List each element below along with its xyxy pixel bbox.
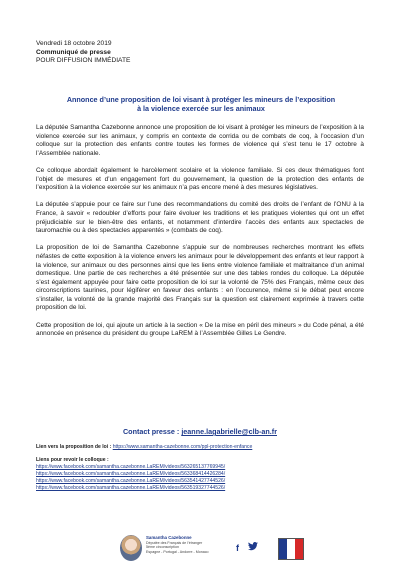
colloque-links-label: Liens pour revoir le colloque : <box>36 457 109 463</box>
title-line-2: à la violence exercée sur les animaux <box>137 104 265 114</box>
release-title <box>50 95 352 113</box>
contact-email-link[interactable]: jeanne.lagabrielle@clb-an.fr <box>181 427 277 436</box>
twitter-icon[interactable] <box>248 542 258 553</box>
video-link[interactable]: https://www.facebook.com/samantha.cazebonne.LaREM/videos/563519327744526/ <box>36 485 226 491</box>
proposal-link-label: Lien vers la proposition de loi : <box>36 444 113 450</box>
title-line-1: Annonce d’une proposition de loi visant à protéger les mineurs de l’exposition <box>66 95 336 104</box>
deputy-role: Députée des Français de l’étranger <box>146 540 203 545</box>
links-section <box>36 444 252 492</box>
paragraph: Ce colloque abordait également le harcèlement scolaire et la violence familiale. Si ces deux thématiques font l’objet de mesures et d’un engagement fort du gouvernement, la question de la protection des enfants de l’exposition à la violence exercée sur les animaux n’a pas encore mené à des mesures législatives. <box>36 166 364 192</box>
release-date: Vendredi 18 octobre 2019 <box>36 40 112 47</box>
assemblee-nationale-logo <box>278 538 304 560</box>
deputy-name: Samantha Cazebonne <box>146 535 192 540</box>
paragraph: La députée Samantha Cazebonne annonce une proposition de loi visant à protéger les mineurs de l’exposition à la violence exercée sur les animaux, y compris en contexte de corrida ou de combats de coq, à l’occasion d’un colloque sur la protection des enfants contre toutes les formes de violence qui s’est tenu le 17 octobre à l’Assemblée nationale. <box>36 124 364 157</box>
press-contact <box>0 427 400 436</box>
deputy-district: 5ème circonscription <box>146 545 179 550</box>
video-link[interactable]: https://www.facebook.com/samantha.cazebonne.LaREM/videos/563368414426284/ <box>36 471 226 477</box>
video-link[interactable]: https://www.facebook.com/samantha.cazebonne.LaREM/videos/563541427744526/ <box>36 478 226 484</box>
footer-text <box>146 536 226 554</box>
paragraph: La proposition de loi de Samantha Cazebonne s’appuie sur de nombreuses recherches montrant les effets néfastes de cette exposition à la violence envers les animaux pour le développement des enfants et leur rapport à la violence, sur animaux ou des personnes ainsi que les liens entre violence familiale et maltraitance d’un animal domestique. Une partie de ces recherches a été présentée sur une des tables rondes du colloque. La députée s’est également appuyée pour faire cette proposition de loi sur la volonté de 75% des Français, même ceux des circonscriptions taurines, pour légiférer en faveur des enfants : en l’occurence, même si le débat peut encore s’installer, la volonté de la grande majorité des Français sur la question est clairement exprimée à travers cette proposition de loi. <box>36 244 364 312</box>
proposal-link[interactable]: https://www.samantha-cazebonne.com/ppl-protection-enfance <box>112 444 253 450</box>
press-header <box>36 40 130 66</box>
paragraph: Cette proposition de loi, qui ajoute un article à la section « De la mise en péril des mineurs » du Code pénal, a été annoncée en présence du président du groupe LaREM à l’Assemblée Gilles Le Gendre. <box>36 321 364 338</box>
video-link[interactable]: https://www.facebook.com/samantha.cazebonne.LaREM/videos/563265137769945/ <box>36 464 226 470</box>
deputy-countries: Espagne - Portugal - Andorre - Monaco <box>146 549 209 554</box>
signature-footer <box>120 535 320 563</box>
paragraph: La députée s’appuie pour ce faire sur l’une des recommandations du comité des droits de l’enfant de l’ONU à la France, à savoir « redoubler d’efforts pour faire évoluer les traditions et les pratiques violentes qui ont un effet préjudiciable sur le bien-être des enfants, et notamment d’interdire l’accès des enfants aux spectacles de tauromachie ou à des spectacles apparentés » (combats de coq). <box>36 201 364 235</box>
avatar <box>120 535 142 561</box>
contact-label: Contact presse : <box>122 427 182 436</box>
facebook-icon[interactable]: f <box>236 543 239 553</box>
release-body <box>36 124 364 347</box>
release-type: Communiqué de presse <box>36 48 111 56</box>
diffusion-notice: POUR DIFFUSION IMMÉDIATE <box>36 57 131 65</box>
